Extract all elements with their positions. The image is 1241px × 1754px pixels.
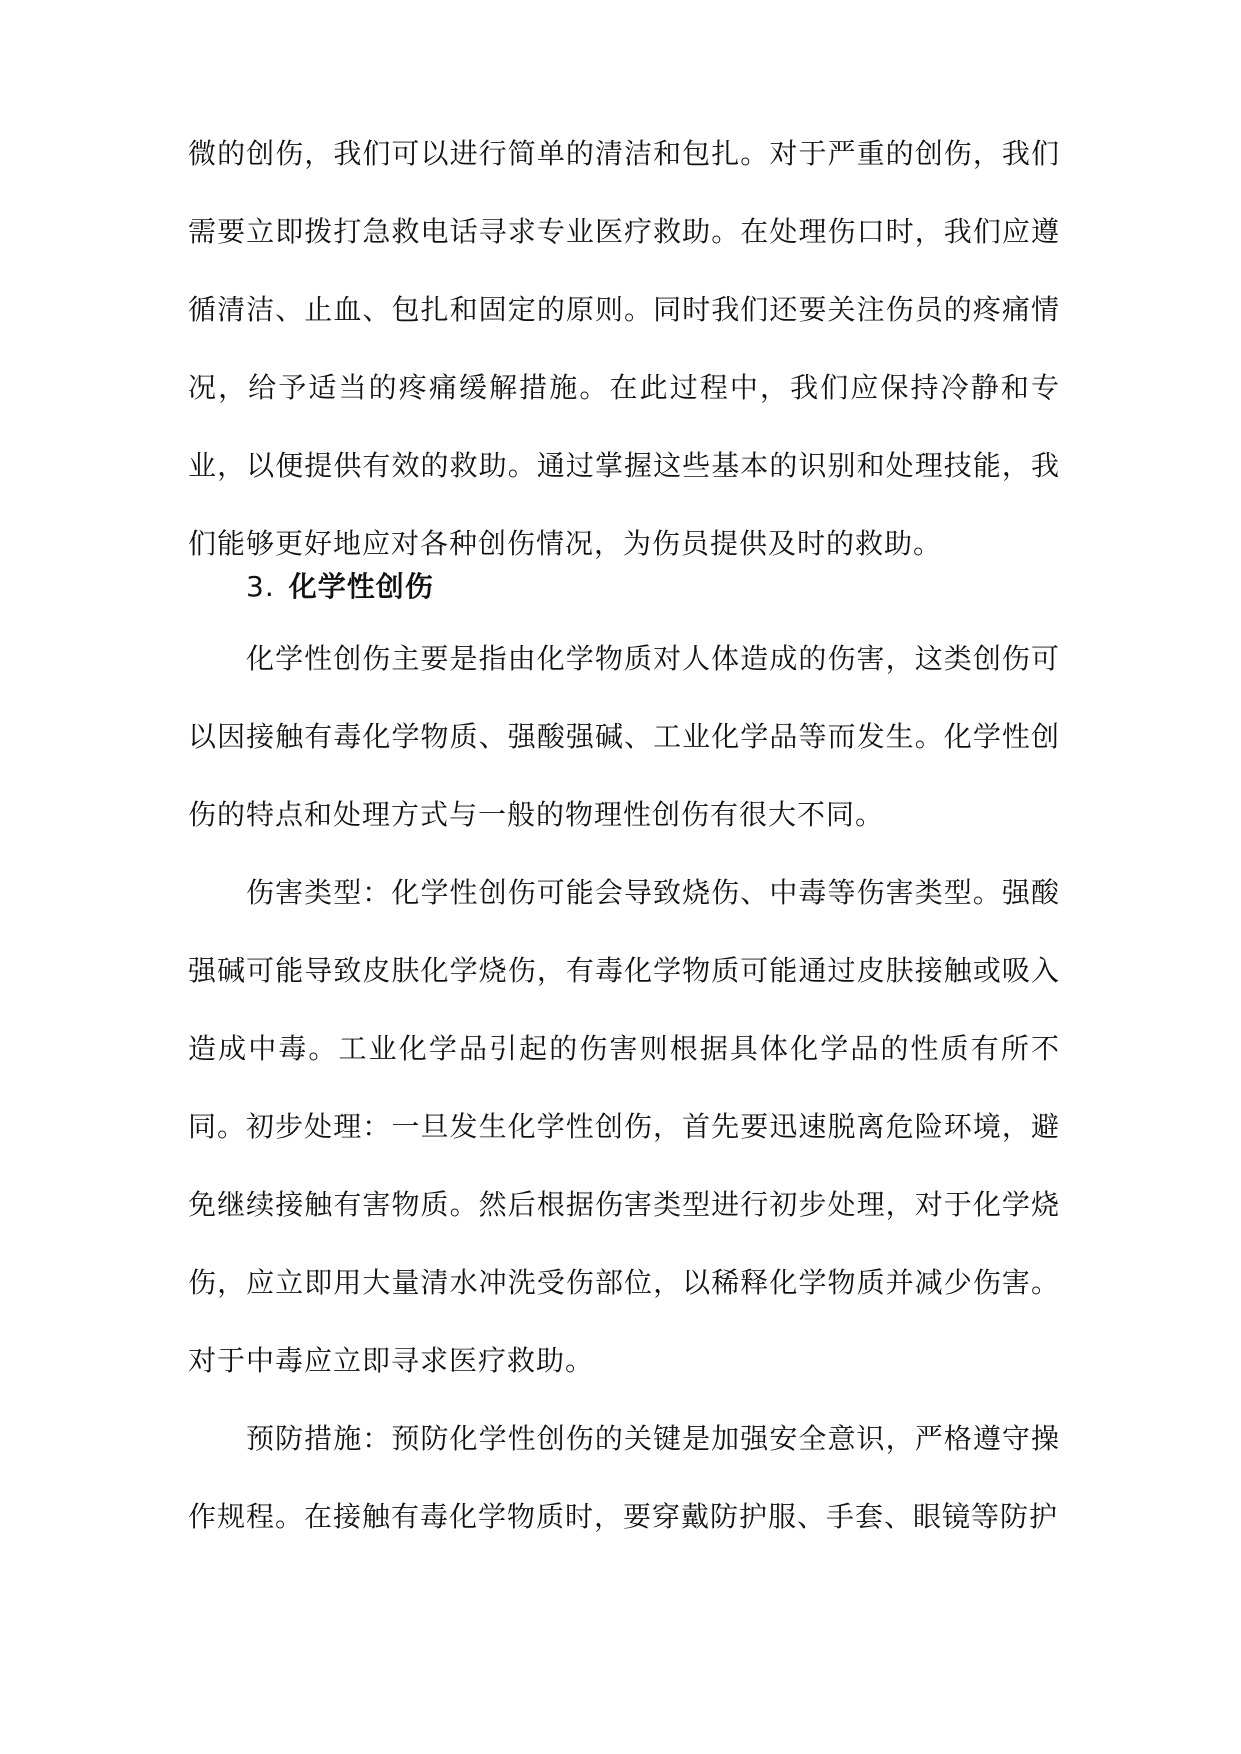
initial-treatment-paragraph: 初步处理：一旦发生化学性创伤，首先要迅速脱离危险环境，避免继续接触有害物质。然后根据伤害类型进行初步处理，对于化学烧伤，应立即用大量清水冲洗受伤部位，以稀释化学物质并减少伤害。对于中毒应立即寻求医疗救助。	[188, 1110, 1060, 1377]
prevention-paragraph: 预防措施：预防化学性创伤的关键是加强安全意识，严格遵守操作规程。在接触有毒化学物质时，要穿戴防护服、手套、眼镜等防护	[188, 1422, 1060, 1533]
continued-paragraph: 微的创伤，我们可以进行简单的清洁和包扎。对于严重的创伤，我们需要立即拨打急救电话寻求专业医疗救助。在处理伤口时，我们应遵循清洁、止血、包扎和固定的原则。同时我们还要关注伤员的疼痛情况，给予适当的疼痛缓解措施。在此过程中，我们应保持冷静和专业，以便提供有效的救助。通过掌握这些基本的识别和处理技能，我们能够更好地应对各种创伤情况，为伤员提供及时的救助。	[188, 137, 1060, 560]
injury-types-paragraph: 伤害类型：化学性创伤可能会导致烧伤、中毒等伤害类型。强酸强碱可能导致皮肤化学烧伤，有毒化学物质可能通过皮肤接触或吸入造成中毒。工业化学品引起的伤害则根据具体化学品的性质有所不同。	[188, 876, 1060, 1143]
section-title: 化学性创伤	[288, 570, 434, 603]
intro-paragraph: 化学性创伤主要是指由化学物质对人体造成的伤害，这类创伤可以因接触有毒化学物质、强酸强碱、工业化学品等而发生。化学性创伤的特点和处理方式与一般的物理性创伤有很大不同。	[188, 642, 1060, 831]
section-number: 3.	[246, 570, 275, 603]
section-heading	[246, 567, 434, 607]
